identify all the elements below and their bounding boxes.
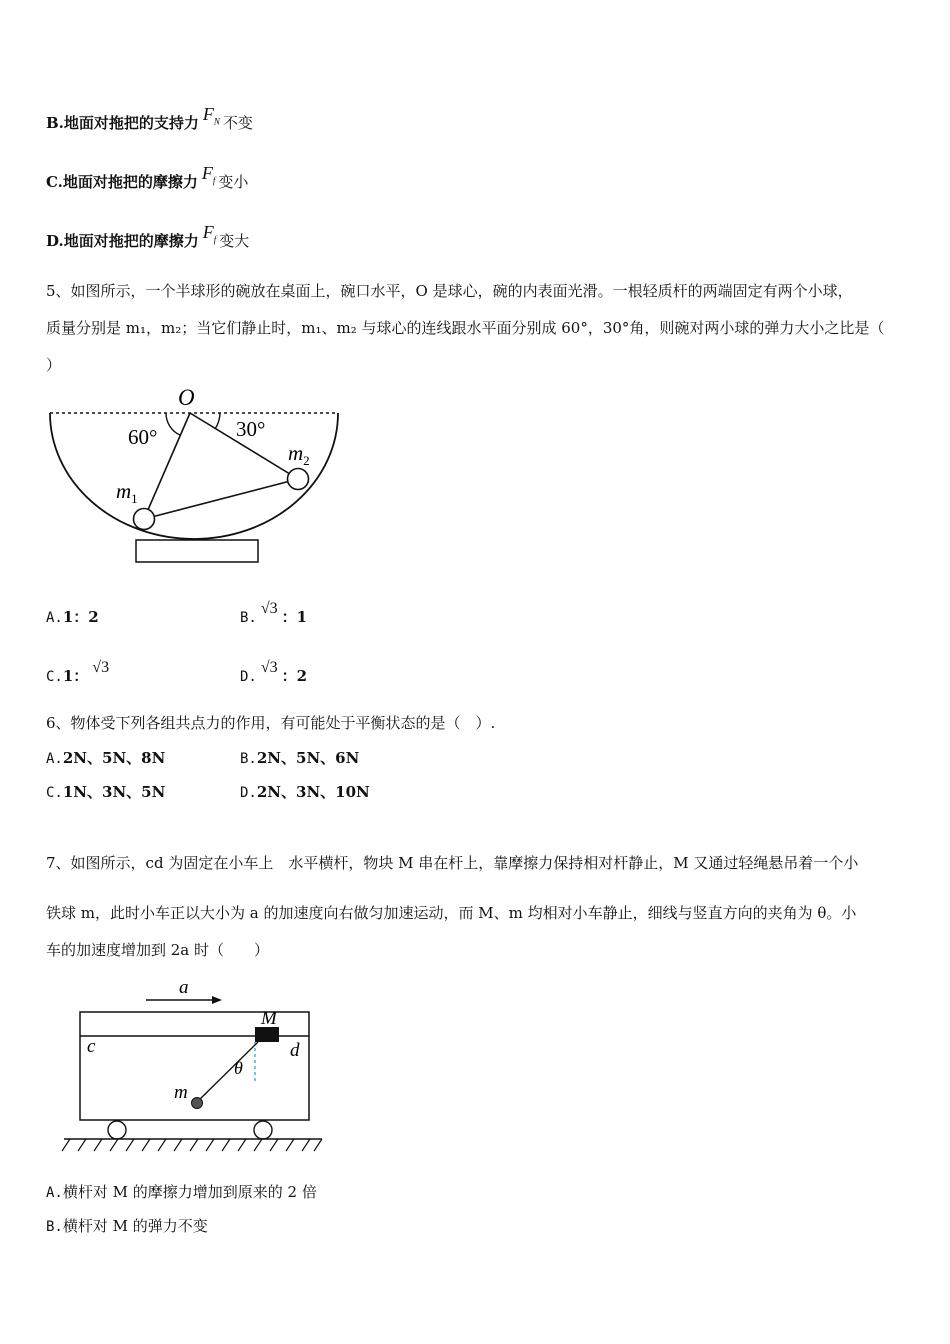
q6-option-c: C.1N、3N、5N	[46, 783, 166, 801]
d-label: d	[290, 1040, 300, 1061]
M-label: M	[261, 1008, 277, 1029]
left-wheel	[108, 1121, 126, 1139]
q7-stem-line-2: 铁球 m，此时小车正以大小为 a 的加速度向右做匀加速运动，而 M、m 均相对小车静止，细线与竖直方向的夹角为 θ。小	[46, 904, 857, 922]
q5-stem-line-2: 质量分别是 m₁，m₂；当它们静止时，m₁、m₂ 与球心的连线跟水平面分别成 60°，30°角，则碗对两小球的弹力大小之比是（	[46, 319, 885, 337]
bowl-figure	[40, 382, 360, 572]
c-label: c	[87, 1036, 96, 1057]
light-rod	[144, 479, 298, 519]
sqrt-3: √3	[260, 659, 278, 676]
theta-label: θ	[234, 1058, 243, 1078]
m2-label: $m_2$	[288, 441, 310, 468]
q6-option-a: A.2N、5N、8N	[46, 749, 166, 767]
ball-m2	[288, 469, 309, 490]
center-label: O	[178, 385, 195, 410]
m-label: m	[174, 1082, 188, 1103]
force-symbol: $F_N$	[202, 104, 220, 127]
ball-m1	[134, 509, 155, 530]
q6-stem: 6、物体受下列各组共点力的作用，有可能处于平衡状态的是（ ）.	[46, 714, 496, 732]
q7-stem-line-1: 7、如图所示，cd 为固定在小车上 水平横杆，物块 M 串在杆上，靠摩擦力保持相对杆静止，M 又通过轻绳悬吊着一个小	[46, 854, 859, 872]
angle-30-label: 30°	[236, 417, 266, 441]
right-wheel	[254, 1121, 272, 1139]
sqrt-3: √3	[260, 600, 278, 617]
q5-stem-line-1: 5、如图所示，一个半球形的碗放在桌面上，碗口水平，O 是球心，碗的内表面光滑。一根轻质杆的两端固定有两个小球，	[46, 282, 853, 300]
q7-option-b: B.横杆对 M 的弹力不变	[46, 1217, 208, 1235]
iron-ball-m	[192, 1098, 203, 1109]
angle-60-label: 60°	[128, 425, 158, 449]
sqrt-3: √3	[92, 659, 110, 676]
q5-option-c: C.1： √3	[46, 659, 110, 685]
q5-option-b: B.√3 ：1	[240, 600, 308, 626]
q5-option-a: A.1：2	[46, 608, 99, 626]
angle-30-arc	[215, 413, 220, 429]
q4-option-d: D.地面对拖把的摩擦力 $F_f$ 变大	[46, 222, 250, 250]
q5-stem-line-3: ）	[46, 356, 62, 374]
q6-option-b: B.2N、5N、6N	[240, 749, 360, 767]
acceleration-label: a	[179, 977, 189, 998]
table-base	[136, 540, 258, 562]
force-symbol: $F_f$	[201, 163, 216, 186]
q6-option-d: D.2N、3N、10N	[240, 783, 370, 801]
ground-hatching	[62, 1139, 322, 1151]
q7-stem-line-3: 车的加速度增加到 2a 时（ ）	[46, 941, 270, 959]
angle-60-arc	[166, 413, 180, 435]
arrow-head-icon	[212, 996, 222, 1004]
q4-option-b: B.地面对拖把的支持力 $F_N$ 不变	[46, 104, 253, 132]
block-M	[255, 1027, 279, 1042]
light-rope	[197, 1042, 258, 1102]
m1-label: $m_1$	[116, 479, 138, 506]
q7-option-a: A.横杆对 M 的摩擦力增加到原来的 2 倍	[46, 1183, 317, 1201]
force-symbol: $F_f$	[202, 222, 217, 245]
q5-option-d: D.√3 ：2	[240, 659, 308, 685]
q4-option-c: C.地面对拖把的摩擦力 $F_f$ 变小	[46, 163, 249, 191]
cart-figure	[56, 974, 336, 1160]
